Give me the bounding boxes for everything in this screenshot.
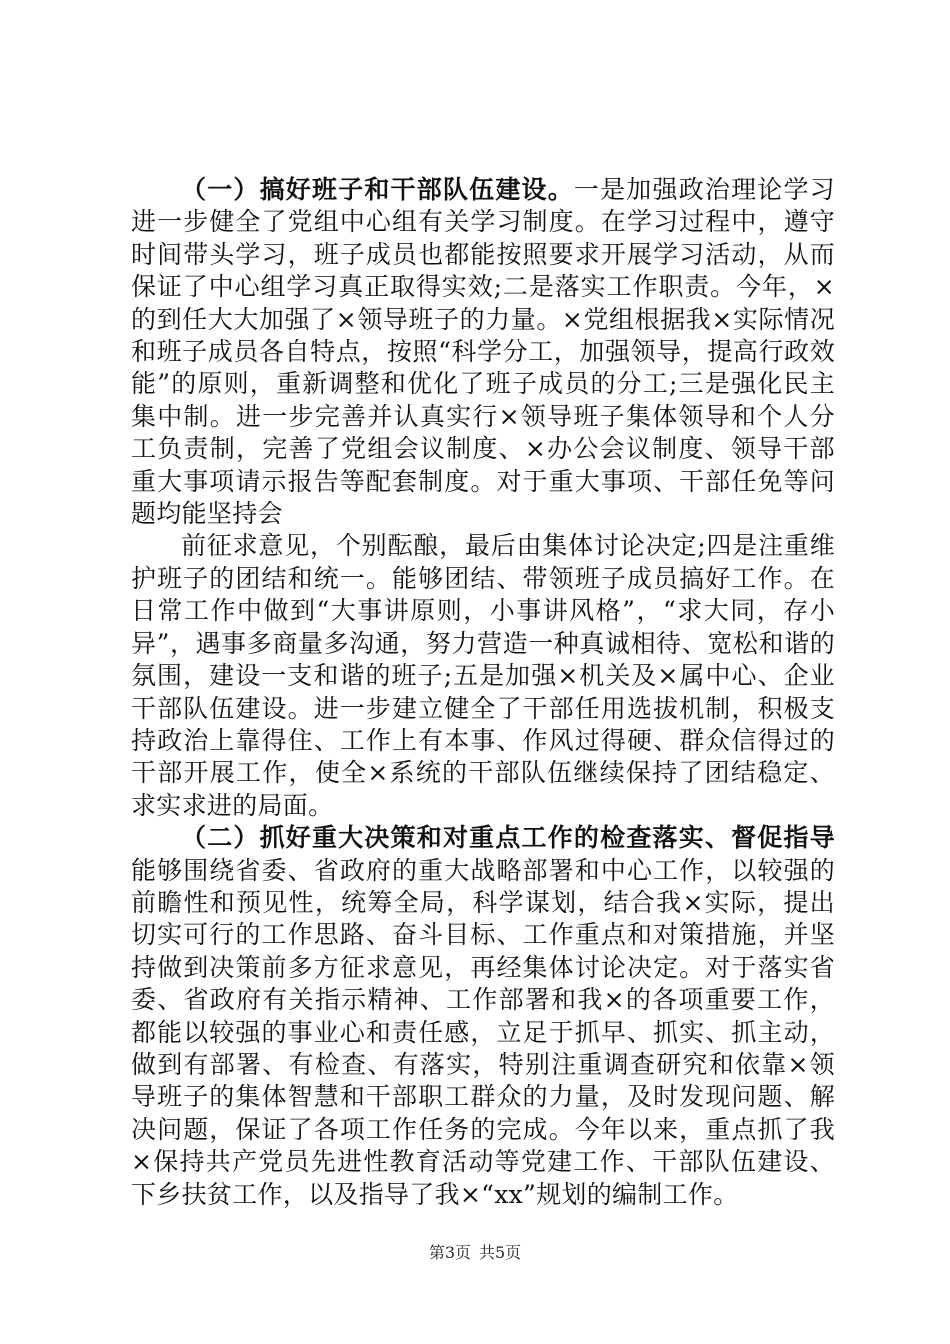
paragraph-text: 前征求意见，个别酝酿，最后由集体讨论决定;四是注重维护班子的团结和统一。能够团结、带领班子成员搞好工作。在日常工作中做到“大事讲原则，小事讲风格”，“求大同，存小异”，遇事多商量多沟通，努力营造一种真诚相待、宽松和谐的氛围，建设一支和谐的班子;五是加强×机关及×属中心、企业干部队伍建设。进一步建立健全了干部任用选拔机制，积极支持政治上靠得住、工作上有本事、作风过得硬、群众信得过的干部开展工作，使全×系统的干部队伍继续保持了团结稳定、求实求进的局面。 <box>131 531 835 820</box>
paragraph-3 <box>131 822 835 1211</box>
paragraph-heading: （二）抓好重大决策和对重点工作的检查落实、督促指导 <box>181 823 835 853</box>
paragraph-text: 一是加强政治理论学习进一步健全了党组中心组有关学习制度。在学习过程中，遵守时间带头学习，班子成员也都能按照要求开展学习活动，从而保证了中心组学习真正取得实效;二是落实工作职责。今年，×的到任大大加强了×领导班子的力量。×党组根据我×实际情况和班子成员各自特点，按照“科学分工，加强领导，提高行政效能”的原则，重新调整和优化了班子成员的分工;三是强化民主集中制。进一步完善并认真实行×领导班子集体领导和个人分工负责制，完善了党组会议制度、×办公会议制度、领导干部重大事项请示报告等配套制度。对于重大事项、干部任免等问题均能坚持会 <box>131 175 835 529</box>
page-total: 共5页 <box>479 1243 522 1262</box>
document-body <box>131 174 835 1211</box>
page-footer <box>0 1243 950 1263</box>
paragraph-2 <box>131 530 835 822</box>
paragraph-1 <box>131 174 835 530</box>
paragraph-heading: （一）搞好班子和干部队伍建设。 <box>181 175 574 204</box>
page-number: 第3页 <box>428 1243 471 1262</box>
paragraph-text: 能够围绕省委、省政府的重大战略部署和中心工作，以较强的前瞻性和预见性，统筹全局，科学谋划，结合我×实际，提出切实可行的工作思路、奋斗目标、工作重点和对策措施，并坚持做到决策前多方征求意见，再经集体讨论决定。对于落实省委、省政府有关指示精神、工作部署和我×的各项重要工作，都能以较强的事业心和责任感，立足于抓早、抓实、抓主动，做到有部署、有检查、有落实，特别注重调查研究和依靠×领导班子的集体智慧和干部职工群众的力量，及时发现问题、解决问题，保证了各项工作任务的完成。今年以来，重点抓了我×保持共产党员先进性教育活动等党建工作、干部队伍建设、下乡扶贫工作，以及指导了我×“xx”规划的编制工作。 <box>131 855 835 1209</box>
